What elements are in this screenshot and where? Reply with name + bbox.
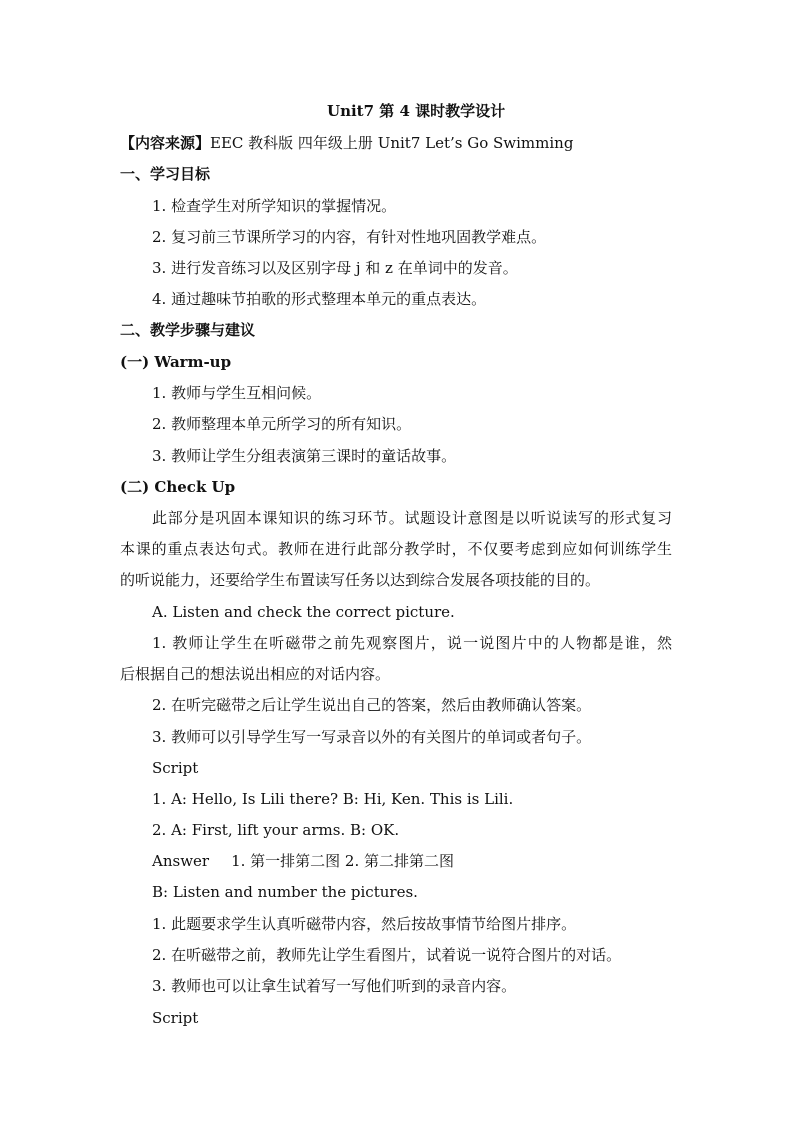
part-a-item: 2. 在听完磁带之后让学生说出自己的答案，然后由教师确认答案。 xyxy=(152,696,592,714)
script-label: Script xyxy=(152,1009,199,1027)
source-label: 【内容来源】 xyxy=(120,134,211,152)
warmup-item: 2. 教师整理本单元所学习的所有知识。 xyxy=(152,415,412,433)
part-a-heading: A. Listen and check the correct picture. xyxy=(152,603,455,621)
part-a-item: 3. 教师可以引导学生写一写录音以外的有关图片的单词或者句子。 xyxy=(152,728,592,746)
section1-heading: 一、学习目标 xyxy=(120,165,211,183)
part-b-heading: B: Listen and number the pictures. xyxy=(152,883,418,901)
checkup-heading: (二) Check Up xyxy=(120,478,236,496)
objective-item: 4. 通过趣味节拍歌的形式整理本单元的重点表达。 xyxy=(152,290,487,308)
section2-heading: 二、教学步骤与建议 xyxy=(120,321,256,339)
objective-item: 3. 进行发音练习以及区别字母 j 和 z 在单词中的发音。 xyxy=(152,259,518,277)
checkup-intro-line: 本课的重点表达句式。教师在进行此部分教学时，不仅要考虑到应如何训练学生 xyxy=(120,540,672,558)
answer-line xyxy=(152,851,454,871)
source-text: EEC 教科版 四年级上册 Unit7 Let’s Go Swimming xyxy=(210,134,574,152)
part-a-item: 1. 教师让学生在听磁带之前先观察图片，说一说图片中的人物都是谁，然 xyxy=(152,634,672,652)
part-a-item-continued: 后根据自己的想法说出相应的对话内容。 xyxy=(120,665,391,683)
answer-label: Answer xyxy=(152,852,210,870)
script-line: 1. A: Hello, Is Lili there? B: Hi, Ken. This is Lili. xyxy=(152,790,514,808)
objective-item: 2. 复习前三节课所学习的内容，有针对性地巩固教学难点。 xyxy=(152,228,547,246)
answer-text: 1. 第一排第二图 2. 第二排第二图 xyxy=(231,852,455,870)
checkup-intro-line: 此部分是巩固本课知识的练习环节。试题设计意图是以听说读写的形式复习 xyxy=(152,509,672,527)
part-b-item: 3. 教师也可以让拿生试着写一写他们听到的录音内容。 xyxy=(152,977,517,995)
warmup-item: 1. 教师与学生互相问候。 xyxy=(152,384,322,402)
script-label: Script xyxy=(152,759,199,777)
page-title: Unit7 第 4 课时教学设计 xyxy=(327,102,506,120)
source-line xyxy=(120,133,573,153)
objective-item: 1. 检查学生对所学知识的掌握情况。 xyxy=(152,197,397,215)
warmup-heading: (一) Warm-up xyxy=(120,353,232,371)
part-b-item: 1. 此题要求学生认真听磁带内容，然后按故事情节给图片排序。 xyxy=(152,915,577,933)
script-line: 2. A: First, lift your arms. B: OK. xyxy=(152,821,400,839)
part-b-item: 2. 在听磁带之前，教师先让学生看图片，试着说一说符合图片的对话。 xyxy=(152,946,622,964)
warmup-item: 3. 教师让学生分组表演第三课时的童话故事。 xyxy=(152,447,457,465)
checkup-intro-line: 的听说能力，还要给学生布置读写任务以达到综合发展各项技能的目的。 xyxy=(120,571,601,589)
